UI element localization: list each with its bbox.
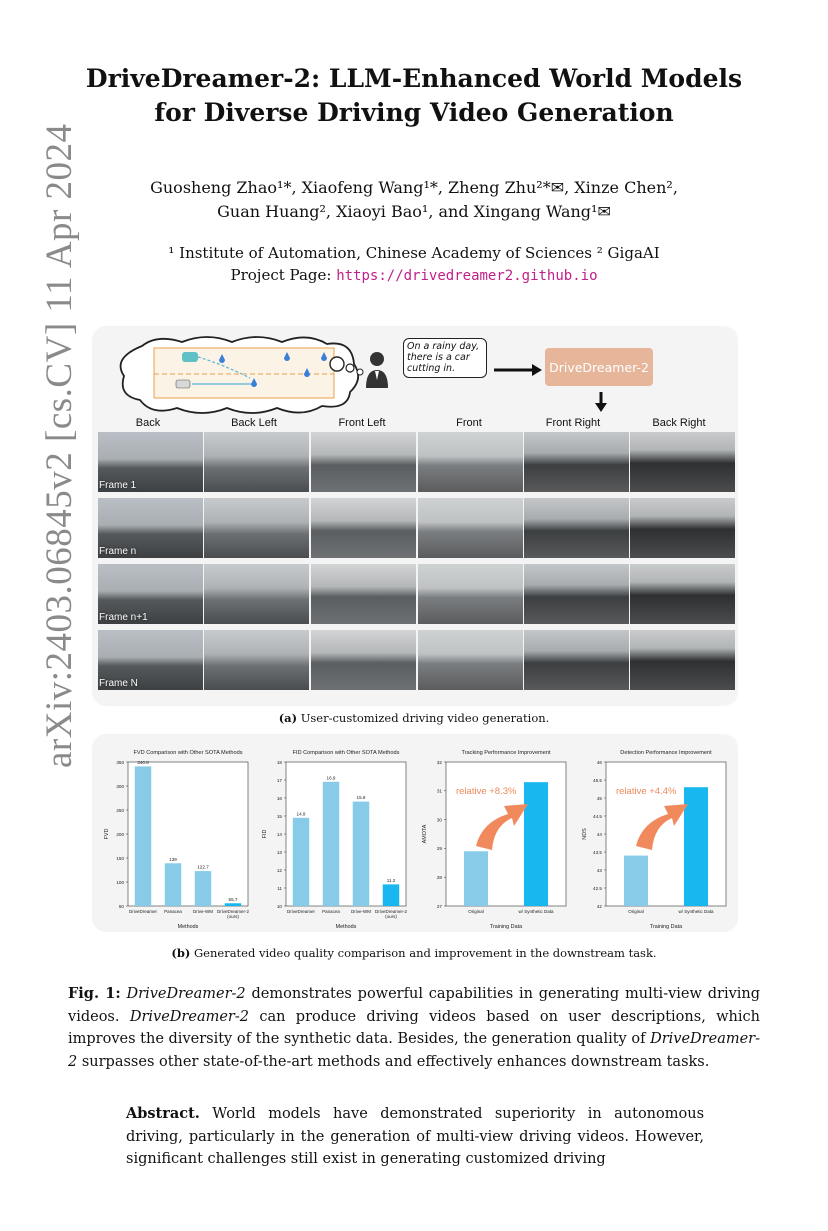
y-tick-label: 250 — [116, 807, 124, 813]
caption-b-text: Generated video quality comparison and improvement in the downstream task. — [194, 946, 657, 960]
bar — [464, 851, 488, 906]
bar — [684, 787, 708, 906]
arxiv-identifier: arXiv:2403.06845v2 [cs.CV] 11 Apr 2024 — [39, 123, 80, 768]
project-page — [100, 264, 728, 287]
y-tick-label: 300 — [116, 783, 124, 789]
x-tick-label: Drive-WM — [193, 909, 213, 914]
camera-view-image — [311, 432, 416, 492]
data-label: 55.7 — [228, 896, 238, 902]
improvement-annotation: relative +8.3% — [456, 786, 517, 797]
camera-view-image — [204, 564, 309, 624]
frame-label: Frame n — [99, 546, 137, 557]
bar — [293, 818, 310, 906]
view-label-back: Back — [135, 417, 161, 429]
camera-view-image — [418, 630, 523, 690]
author-list — [100, 176, 728, 224]
chart-svg — [418, 742, 573, 932]
fig1-text-1: demonstrates powerful capabilities in generating multi-view driving videos. — [68, 986, 761, 1025]
x-tick-label: DriveDreamer-2 — [374, 909, 408, 914]
frame-row — [98, 630, 762, 690]
y-tick-label: 43.5 — [593, 849, 602, 855]
y-tick-label: 44 — [596, 831, 602, 837]
bar — [524, 782, 548, 906]
y-tick-label: 150 — [116, 855, 124, 861]
camera-view-image — [524, 498, 629, 558]
view-label-back-left: Back Left — [231, 417, 277, 429]
y-axis-label: FVD — [104, 828, 110, 840]
view-label-front-right: Front Right — [545, 417, 601, 429]
bar — [135, 766, 152, 906]
project-page-link[interactable]: https://drivedreamer2.github.io — [336, 268, 598, 284]
frame-label: Frame 1 — [99, 480, 137, 491]
bar — [225, 903, 242, 906]
camera-view-image — [524, 432, 629, 492]
paper-title — [78, 62, 750, 130]
chart-detection — [578, 742, 733, 936]
caption-b — [0, 946, 828, 960]
project-page-label: Project Page: — [230, 266, 332, 284]
camera-view-image — [98, 498, 203, 558]
arrow-down-icon — [595, 392, 607, 412]
bar — [383, 884, 400, 906]
bar — [323, 782, 340, 906]
chart-svg — [578, 742, 733, 932]
x-tick-label: Drive-WM — [351, 909, 371, 914]
camera-view-image — [630, 498, 735, 558]
chart-title: Tracking Performance Improvement — [461, 750, 551, 756]
x-tick-label-sub: (ours) — [385, 914, 397, 919]
user-person-icon — [364, 350, 390, 390]
view-label-front: Front — [456, 417, 482, 429]
camera-view-image — [630, 630, 735, 690]
caption-b-label: (b) — [171, 946, 191, 960]
caption-a-label: (a) — [278, 711, 298, 725]
affiliations-block — [100, 242, 728, 287]
improvement-annotation: relative +4.4% — [616, 786, 677, 797]
x-tick-label: Panacea — [164, 909, 182, 914]
abstract-text: World models have demonstrated superiority in autonomous driving, particularly in the generation of multi-view driving videos. However, significant challenges still exist in generating customized driving — [126, 1106, 705, 1167]
y-axis-label: FID — [262, 829, 268, 839]
bar — [165, 863, 182, 906]
bar — [195, 871, 212, 906]
data-label: 11.2 — [386, 877, 396, 883]
data-label: 122.7 — [197, 864, 209, 870]
y-tick-label: 32 — [436, 759, 442, 765]
fig1-text-3: surpasses other state-of-the-art methods and effectively enhances downstream tasks. — [81, 1053, 710, 1070]
y-tick-label: 28 — [436, 875, 442, 880]
chart-svg — [100, 742, 255, 932]
y-tick-label: 10 — [276, 903, 282, 909]
data-label: 16.9 — [326, 775, 336, 781]
y-tick-label: 44.5 — [593, 813, 602, 819]
data-label: 340.8 — [137, 759, 149, 765]
title-line-1: DriveDreamer-2: LLM-Enhanced World Models — [85, 64, 743, 93]
x-tick-label: Original — [468, 909, 484, 914]
y-tick-label: 27 — [436, 903, 442, 909]
y-tick-label: 45 — [596, 795, 602, 801]
x-axis-label: Methods — [335, 924, 357, 930]
frame-row — [98, 432, 762, 492]
chart-svg — [258, 742, 413, 932]
frame-label: Frame n+1 — [99, 612, 148, 623]
y-tick-label: 11 — [277, 885, 282, 891]
y-tick-label: 30 — [436, 817, 442, 823]
data-label: 139 — [169, 856, 177, 862]
x-tick-label: DriveDreamer — [286, 909, 316, 914]
authors-line-1: Guosheng Zhao¹*, Xiaofeng Wang¹*, Zheng Zhu²*✉, Xinze Chen², — [150, 178, 678, 197]
data-label: 15.8 — [356, 795, 366, 801]
fig1-name-1: DriveDreamer-2 — [126, 986, 246, 1002]
y-tick-label: 17 — [276, 777, 282, 783]
y-axis-label: AMOTA — [422, 824, 428, 844]
camera-view-image — [204, 630, 309, 690]
y-tick-label: 42.5 — [593, 885, 602, 891]
x-tick-label: w/ Synthetic Data — [518, 909, 554, 914]
drivedreamer-2-box: DriveDreamer-2 — [545, 348, 653, 386]
camera-view-image — [311, 498, 416, 558]
x-tick-label-sub: (ours) — [227, 914, 239, 919]
x-tick-label: w/ Synthetic Data — [678, 909, 714, 914]
authors-line-2: Guan Huang², Xiaoyi Bao¹, and Xingang Wang¹✉ — [217, 202, 611, 221]
x-tick-label: DriveDreamer-2 — [216, 909, 250, 914]
abstract-label: Abstract. — [126, 1105, 200, 1122]
y-tick-label: 42 — [596, 903, 602, 909]
x-tick-label: DriveDreamer — [128, 909, 158, 914]
y-tick-label: 50 — [118, 903, 124, 909]
chart-tracking — [418, 742, 573, 936]
camera-view-image — [204, 432, 309, 492]
camera-view-image — [98, 630, 203, 690]
frame-label: Frame N — [99, 678, 138, 689]
frame-row — [98, 498, 762, 558]
x-axis-label: Training Data — [489, 924, 523, 930]
y-tick-label: 18 — [276, 759, 282, 765]
x-axis-label: Methods — [177, 924, 199, 930]
camera-view-image — [418, 498, 523, 558]
chart-fvd — [100, 742, 255, 936]
data-label: 14.9 — [296, 811, 306, 817]
fig1-name-2: DriveDreamer-2 — [129, 1008, 249, 1025]
x-axis-label: Training Data — [649, 924, 683, 930]
caption-a — [0, 711, 828, 725]
camera-view-image — [98, 432, 203, 492]
abstract — [126, 1103, 704, 1171]
camera-view-image — [311, 564, 416, 624]
fig1-text-2: can produce driving videos based on user descriptions, which improves the diversity of the synthetic data. Besides, the generation quality of — [68, 1008, 760, 1047]
y-tick-label: 45.5 — [593, 777, 602, 783]
y-tick-label: 100 — [116, 879, 124, 885]
y-tick-label: 350 — [116, 759, 124, 765]
x-tick-label: Panacea — [322, 909, 340, 914]
chart-title: Detection Performance Improvement — [620, 750, 712, 756]
fig1-name-3: DriveDreamer-2 — [68, 1031, 761, 1070]
y-axis-label: NDS — [582, 828, 588, 840]
arrow-right-icon — [494, 364, 542, 376]
chart-fid — [258, 742, 413, 936]
x-tick-label: Original — [628, 909, 644, 914]
camera-view-image — [418, 432, 523, 492]
figure-a — [92, 326, 738, 706]
camera-view-image — [630, 432, 735, 492]
y-tick-label: 46 — [596, 759, 602, 765]
figure-1-caption — [68, 983, 760, 1073]
frame-row — [98, 564, 762, 624]
y-tick-label: 43 — [596, 867, 602, 873]
y-tick-label: 29 — [436, 846, 442, 852]
y-tick-label: 12 — [276, 867, 282, 873]
fig1-label: Fig. 1: — [68, 985, 121, 1002]
y-tick-label: 14 — [276, 831, 282, 837]
title-line-2: for Diverse Driving Video Generation — [154, 98, 674, 127]
bar — [624, 856, 648, 906]
view-label-front-left: Front Left — [338, 417, 386, 429]
camera-view-image — [98, 564, 203, 624]
chart-title: FID Comparison with Other SOTA Methods — [292, 750, 400, 756]
figure-b — [92, 734, 738, 932]
user-prompt-bubble: On a rainy day, there is a car cutting in. — [403, 338, 487, 378]
y-tick-label: 31 — [436, 788, 442, 794]
y-tick-label: 200 — [116, 831, 124, 837]
y-tick-label: 13 — [276, 849, 282, 855]
affiliations: ¹ Institute of Automation, Chinese Academy of Sciences ² GigaAI — [168, 244, 660, 262]
camera-view-image — [524, 564, 629, 624]
camera-view-image — [418, 564, 523, 624]
camera-view-image — [311, 630, 416, 690]
camera-view-image — [630, 564, 735, 624]
y-tick-label: 16 — [276, 795, 282, 801]
y-tick-label: 15 — [276, 813, 282, 819]
view-label-back-right: Back Right — [652, 417, 706, 429]
caption-a-text: User-customized driving video generation. — [300, 711, 550, 725]
bar — [353, 802, 370, 906]
camera-view-image — [204, 498, 309, 558]
camera-view-image — [524, 630, 629, 690]
chart-title: FVD Comparison with Other SOTA Methods — [133, 750, 243, 756]
